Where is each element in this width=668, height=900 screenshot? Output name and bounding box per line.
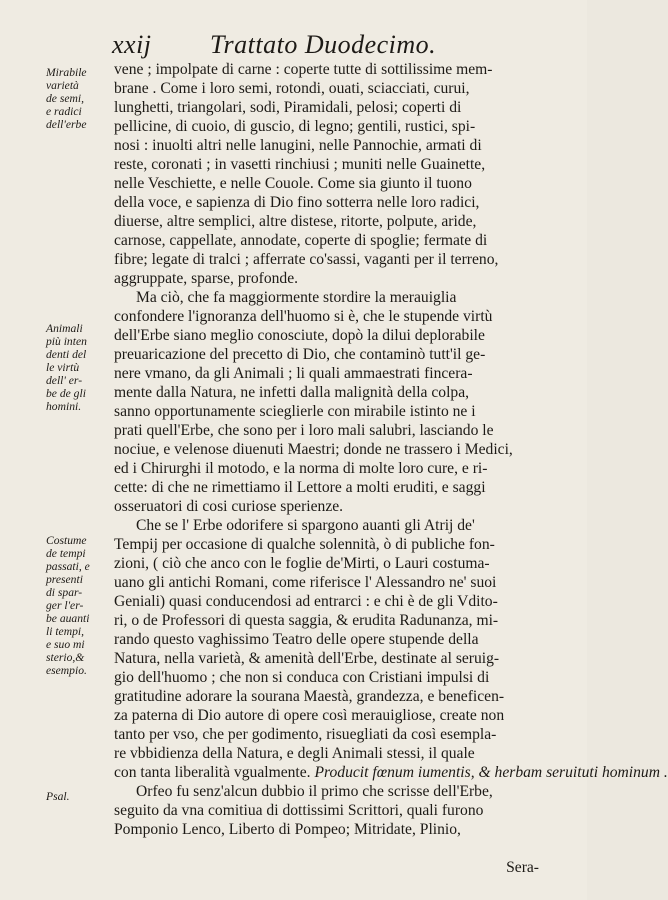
margin-note: Costume de tempi passati, e presenti di spar- ger l'er- be auanti li tempi, e suo mi sterio,& esempio. [46,534,90,677]
catchword: Sera- [506,859,539,876]
paragraph: Orfeo fu senz'alcun dubbio il primo che scrisse dell'Erbe, seguito da vna comitiua di dottissimi Scrittori, quali furono Pomponio Lenco, Liberto di Pompeo; Mitridate, Plinio, [114,783,493,838]
paragraph: Che se l' Erbe odorifere si spargono auanti gli Atrij de' Tempij per occasione di qualche solennità, ò di publiche fon- zioni, ( ciò che anco con le foglie de'Mirti, o Lauri costuma- uano gli antichi Romani, come riferisce l' Alessandro ne' suoi Geniali) quasi conducendosi ad entrarci : e chi è de gli Vdito- ri, o de Professori di questa saggia, & erudita Radunanza, mi- rando questo vaghissimo Teatro delle opere stupende della Natura, nella varietà, & amenità dell'Erbe, destinate al seruig- gio dell'huomo ; che non si conduca con Cristiani impulsi di gratitudine adorare la sourana Maestà, grandezza, e beneficen- za paterna di Dio autore di opere così merauigliose, create non tanto per vso, che per godimento, risuegliati da così esempla- re vbbidienza della Natura, e degli Animali stessi, il quale con tanta liberalità vgualmente. Producit fœnum iumentis, & herbam seruituti hominum . [114,517,668,781]
margin-note-psal: Psal. [46,790,70,803]
page-number: xxij [112,30,152,59]
latin-quotation: Producit fœnum iumentis, & herbam seruituti hominum . [314,764,668,781]
main-text [114,60,668,839]
paragraph-line-with-quote: con tanta liberalità vgualmente. Producit fœnum iumentis, & herbam seruituti hominum . [114,764,668,781]
paragraph: vene ; impolpate di carne : coperte tutte di sottilissime mem- brane . Come i loro semi, rotondi, ouati, sciacciati, curui, lunghetti, triangolari, sodi, Piramidali, pelosi; coperti di pellicine, di cuoio, di guscio, di legno; gentili, rustici, spi- nosi : inuolti altri nelle lanugini, nelle Pannochie, armati di reste, coronati ; in vasetti rinchiusi ; muniti nelle Guainette, nelle Veschiette, e nelle Couole. Come sia giunto il tuono della voce, e sapienza di Dio fino sotterra nelle loro radici, diuerse, altre semplici, altre distese, ritorte, polpute, aride, carnose, cappellate, annodate, coperte di spoglie; fermate di fibre; legate di tralci ; afferrate co'sassi, vaganti per il terreno, aggruppate, sparse, profonde. [114,61,499,287]
margin-note: Animali più inten denti del le virtù dell' er- be de gli homini. [46,322,87,413]
margin-note: Mirabile varietà de semi, e radici dell'erbe [46,66,87,131]
paragraph: Ma ciò, che fa maggiormente stordire la merauiglia confondere l'ignoranza dell'huomo si è, che le stupende virtù dell'Erbe siano meglio conosciute, dopò la dilui deplorabile preuaricazione del precetto di Dio, che contaminò tutt'il ge- nere vmano, da gli Animali ; li quali ammaestrati fincera- mente dalla Natura, ne infetti dalla malignità della colpa, sanno opportunamente scieglierle con mirabile istinto ne i prati quell'Erbe, che sono per i loro mali salubri, lasciando le nociue, e velenose diuenuti Maestri; donde ne trassero i Medici, ed i Chirurghi il motodo, e la norma di molte loro cure, e ri- cette: di che ne rimettiamo il Lettore a molti eruditi, e saggi osseruatori di cosi curiose sperienze. [114,289,513,515]
page-header [112,30,547,60]
running-title: Trattato Duodecimo. [210,30,437,59]
